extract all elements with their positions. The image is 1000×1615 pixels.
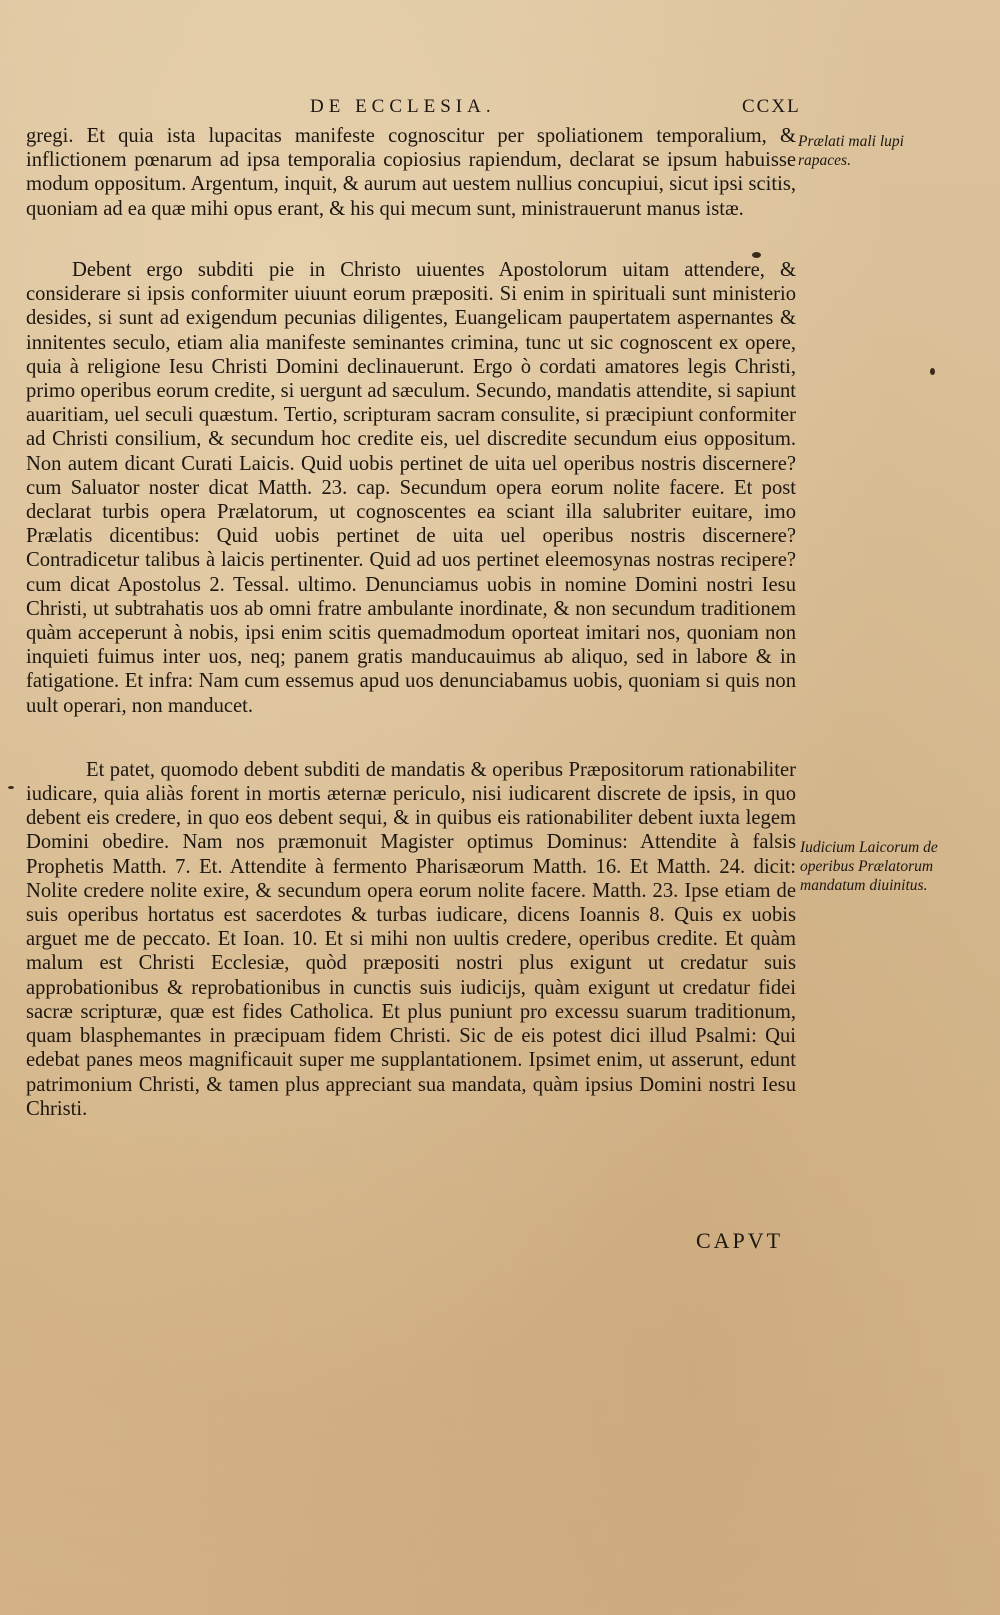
page-header [0,96,1000,126]
paragraph-2: Debent ergo subditi pie in Christo uiuentes Apostolorum uitam attendere, & considerare si ipsis conformiter uiuunt eorum præpositi. Si enim in spirituali sunt ministerio desides, si sunt ad exigendum pecunias diligentes, Euangelicam paupertatem aspernantes & innitentes seculo, etiam alia manifeste seminantes crimina, tunc ut sic cognoscent ex opere, quia à religione Iesu Christi Domini declinauerunt. Ergo ò cordati amatores legis Christi, primo operibus eorum credite, si uergunt ad sæculum. Secundo, mandatis attendite, si sapiunt auaritiam, uel seculi quæstum. Tertio, scripturam sacram consulite, si præcipiunt conformiter ad Christi consilium, & secundum hoc credite eis, uel discredite secundum eius oppositum. Non autem dicant Curati Laicis. Quid uobis pertinet de uita uel operibus nostris discernere? cum Saluator noster dicat Matth. 23. cap. Secundum opera eorum nolite facere. Et post declarat turbis opera Prælatorum, ut cognoscentes ea sciant illa salubriter euitare, imo Prælatis dicentibus: Quid uobis pertinet de uita uel operibus nostris discernere? Contradicetur talibus à laicis pertinenter. Quid ad uos pertinet eleemosynas nostras recipere? cum dicat Apostolus 2. Tessal. ultimo. Denunciamus uobis in nomine Domini nostri Iesu Christi, ut subtrahatis uos ab omni fratre ambulante inordinate, & non secundum traditionem quàm acceperunt à nobis, ipsi enim scitis quemadmodum oporteat imitari nos, quoniam non inquieti fuimus inter uos, neq; panem gratis manducauimus ab aliquo, sed in labore & in fatigatione. Et infra: Nam cum essemus apud uos denunciabamus uobis, quoniam si quis non uult operari, non manducet. [26,259,796,717]
paragraph-3: Et patet, quomodo debent subditi de mandatis & operibus Præpositorum rationabiliter iudicare, quia aliàs forent in mortis æternæ periculo, nisi iudicarent discrete de ipsis, in quo debent eis credere, in quo eos debent sequi, & in quibus eis rationabiliter debent iuxta legem Domini obedire. Nam nos præmonuit Magister optimus Dominus: Attendite à falsis Prophetis Matth. 7. Et. Attendite à fermento Pharisæorum Matth. 16. Et Matth. 24. dicit: Nolite credere nolite exire, & secundum opera eorum nolite facere. Matth. 23. Ipse etiam de suis operibus hortatus est sacerdotes & turbas iudicare, dicens Ioannis 8. Quis ex uobis arguet me de peccato. Et Ioan. 10. Et si mihi non uultis credere, operibus credite. Et quàm malum est Christi Ecclesiæ, quòd præpositi nostri plus exigunt ut credatur suis approbationibus & reprobationibus in cunctis suis iudicijs, quàm exigunt ut credatur fidei sacræ scripturæ, quæ est fides Catholica. Et plus puniunt pro excessu suarum traditionum, quam blasphemantes in præcipuam fidem Christi. Sic de eis potest dici illud Psalmi: Qui edebat panes meos magnificauit super me supplantationem. Ipsimet enim, ut asserunt, edunt patrimonium Christi, & tamen plus appreciant sua mandata, quàm ipsius Domini nostri Iesu Christi. [26,758,796,1120]
ink-speck [930,368,935,375]
catchword: CAPVT [696,1228,784,1253]
folio-number: CCXL [742,96,801,117]
paragraph-1: gregi. Et quia ista lupacitas manifeste cognoscitur per spoliationem temporalium, & inflictionem pœnarum ad ipsa temporalia copiosius rapiendum, declarat se ipsum habuisse modum oppositum. Argentum, inquit, & aurum aut uestem nullius concupiui, sicut ipsi scitis, quoniam ad ea quæ mihi opus erant, & his qui mecum sunt, ministrauerunt manus istæ. [26,125,796,220]
ink-speck [8,786,14,789]
ink-speck [752,252,761,258]
margin-note-prelati: Prælati mali lupi rapaces. [798,133,904,169]
running-title: DE ECCLESIA. [310,96,496,117]
main-text-block [26,124,796,1121]
margin-note-iudicium: Iudicium Laicorum de operibus Prælatorum mandatum diuinitus. [800,839,938,894]
